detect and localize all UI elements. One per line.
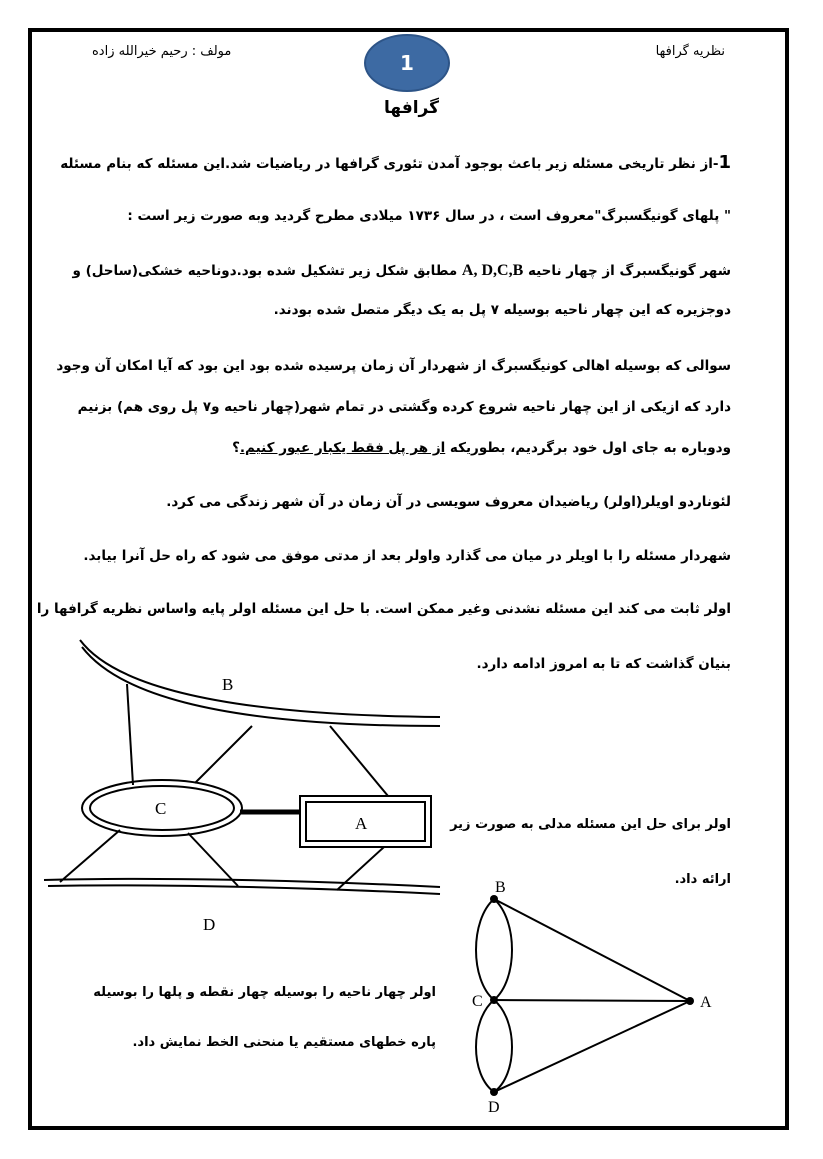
edge-b-c-left xyxy=(476,899,494,1000)
edge-c-a xyxy=(494,1000,690,1001)
paragraph-3-line-1: سوالی که بوسیله اهالی کونیگسبرگ از شهردار آن زمان پرسیده شده بود این بود که آیا امکان آن وجود xyxy=(56,358,731,374)
paragraph-8-line-2: پاره خطهای مستقیم یا منحنی الخط نمایش داد. xyxy=(132,1035,436,1050)
paragraph-6-line-2: بنیان گذاشت که تا به امروز ادامه دارد. xyxy=(476,656,731,672)
region-b-label: B xyxy=(222,675,234,694)
paragraph-5: شهردار مسئله را با اویلر در میان می گذارد واولر بعد از مدتی موفق می شود که راه حل آنرا بیابد. xyxy=(83,548,731,564)
paragraph-8-line-1: اولر چهار ناحیه را بوسیله چهار نقطه و پلها را بوسیله xyxy=(93,985,436,1000)
header-subject: نظریه گرافها xyxy=(655,44,725,59)
region-letters: A, D,C,B xyxy=(461,262,524,279)
page-number: 1 xyxy=(400,51,414,75)
paragraph-1-line-2: " پلهای گونیگسبرگ"معروف است ، در سال ۱۷۳۶ میلادی مطرح گردید وبه صورت زیر است : xyxy=(127,208,731,224)
paragraph-3-line-2: دارد که ازیکی از این چهار ناحیه شروع کرده وگشتی در تمام شهر(چهار ناحیه و۷ پل روی هم) بزنیم xyxy=(77,399,731,415)
paragraph-2-line-2: دوجزیره که این چهار ناحیه بوسیله ۷ پل به یک دیگر متصل شده بودند. xyxy=(273,302,731,318)
vertex-c-label: C xyxy=(472,993,483,1010)
vertex-a-label: A xyxy=(700,994,712,1011)
edge-c-d-right xyxy=(494,1000,512,1092)
vertex-c xyxy=(490,996,498,1004)
underlined-phrase: از هر پل فقط یکبار عبور کنیم. xyxy=(239,440,446,456)
edge-b-c-right xyxy=(494,899,512,1000)
paragraph-7-line-1: اولر برای حل این مسئله مدلی به صورت زیر xyxy=(450,817,731,832)
paragraph-2-line-1: شهر گونیگسبرگ از چهار ناحیه A, D,C,B مطابق شکل زیر تشکیل شده بود.دوناحیه خشکی(ساحل) و xyxy=(72,262,731,279)
paragraph-1-line-1: 1-از نظر تاریخی مسئله زیر باعث بوجود آمدن تئوری گرافها در ریاضیات شد.این مسئله که بنام مسئله xyxy=(60,152,731,173)
region-c-label: C xyxy=(155,799,167,818)
vertex-d-label: D xyxy=(488,1099,500,1116)
edge-b-a xyxy=(494,899,690,1001)
vertex-a xyxy=(686,997,694,1005)
page-title: گرافها xyxy=(383,98,440,118)
vertex-b xyxy=(490,895,498,903)
edge-d-a xyxy=(494,1001,690,1092)
paragraph-3-line-3: ودوباره به جای اول خود برگردیم، بطوریکه از هر پل فقط یکبار عبور کنیم.؟ xyxy=(232,440,731,456)
paragraph-6-line-1: اولر ثابت می کند این مسئله نشدنی وغیر ممکن است. با حل این مسئله اولر پایه واساس نظریه گرافها را xyxy=(36,601,731,617)
region-a-label: A xyxy=(355,814,368,833)
vertex-d xyxy=(490,1088,498,1096)
item-number: 1 xyxy=(718,152,731,173)
paragraph-7-line-2: ارائه داد. xyxy=(674,872,731,887)
edge-c-d-left xyxy=(476,1000,494,1092)
paragraph-4: لئوناردو اویلر(اولر) ریاضیدان معروف سویسی در آن زمان در آن شهر زندگی می کرد. xyxy=(166,494,731,510)
header-author: مولف : رحیم خیرالله زاده xyxy=(92,44,232,59)
vertex-b-label: B xyxy=(495,879,506,896)
region-d-label: D xyxy=(203,915,216,934)
problem-name: " پلهای گونیگسبرگ" xyxy=(594,208,731,224)
